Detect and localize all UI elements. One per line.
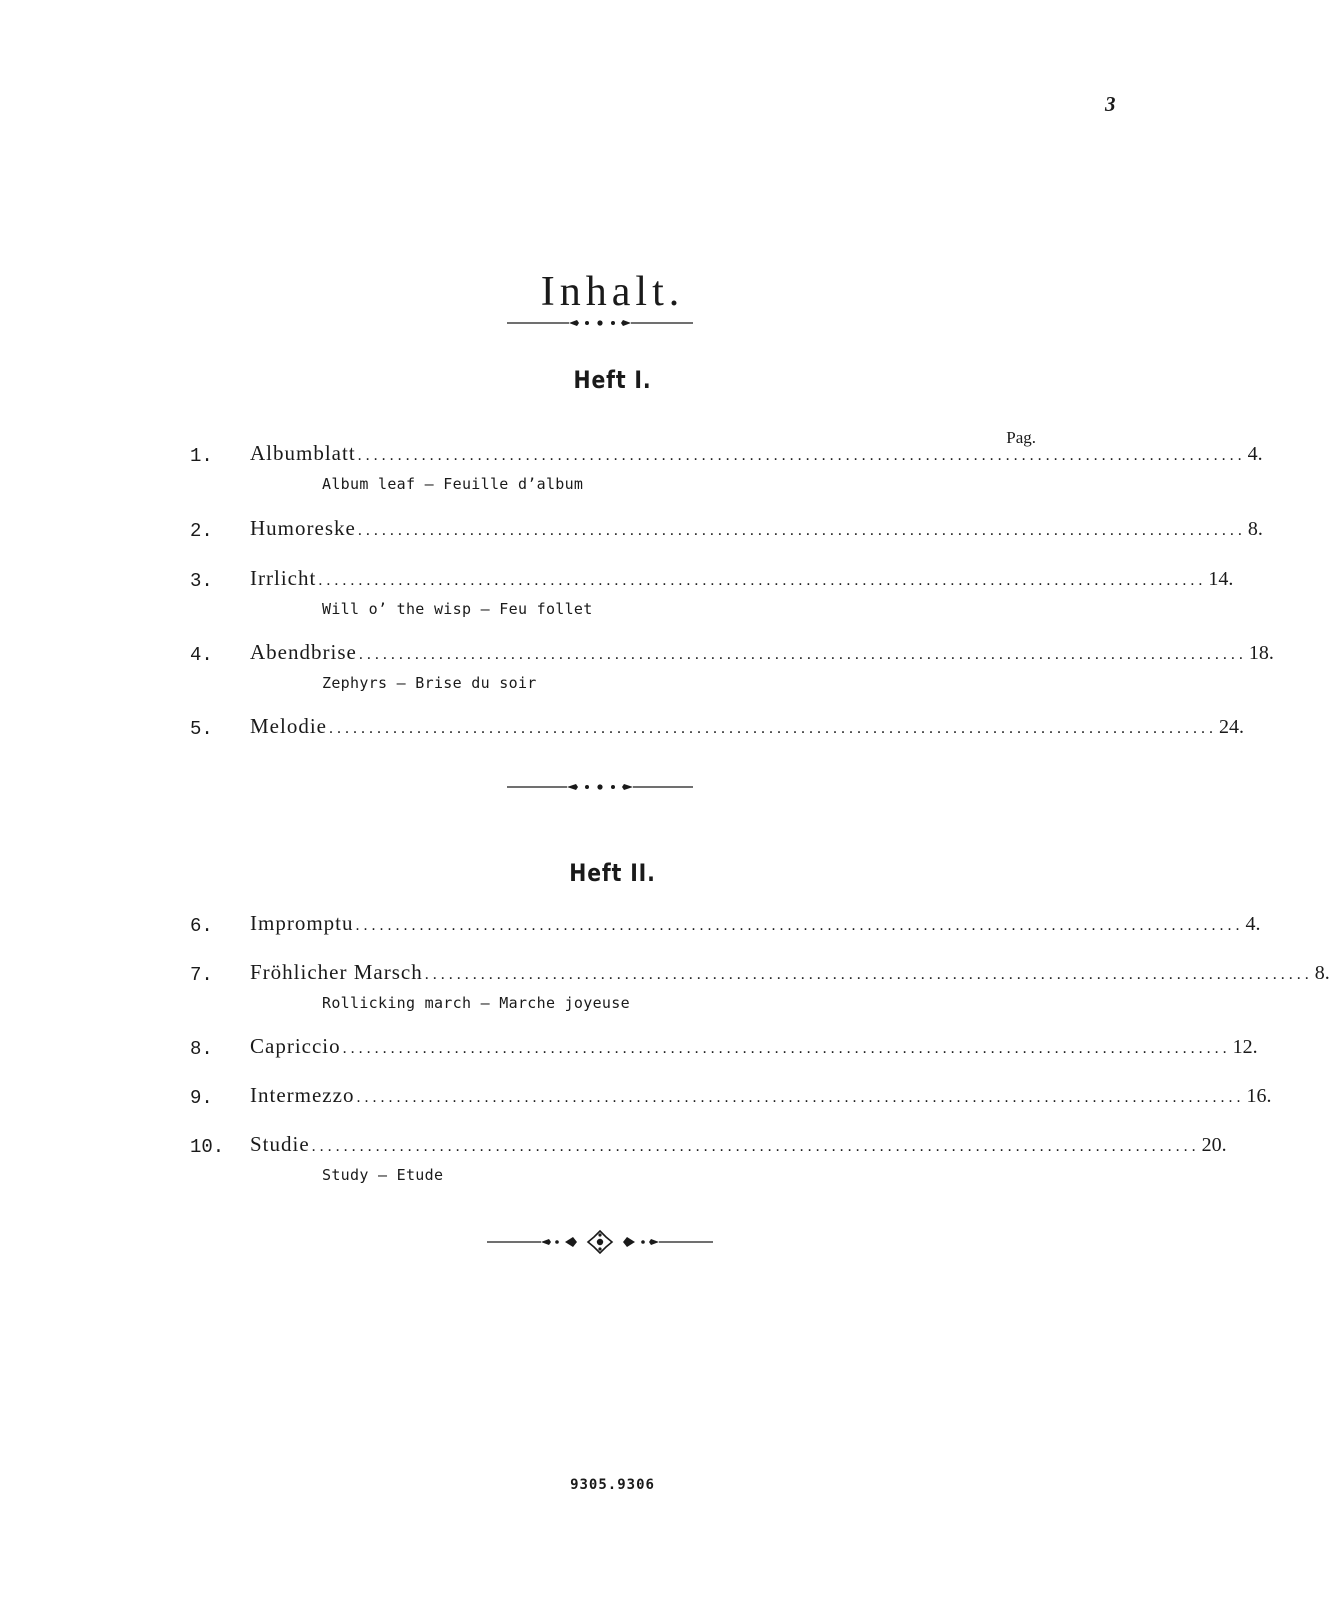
- toc-entry[interactable]: [0, 1132, 1227, 1184]
- entry-number: 5.: [190, 718, 213, 740]
- toc-entry[interactable]: [0, 441, 1263, 493]
- heft-2-heading: Heft II.: [569, 859, 656, 887]
- page-number: 3: [1105, 92, 1116, 116]
- entry-title: Irrlicht: [250, 566, 317, 590]
- closing-fleuron-ornament: [0, 1228, 1200, 1256]
- pag-column-label: Pag.: [1006, 428, 1036, 447]
- entry-number: 9.: [190, 1087, 213, 1109]
- entry-page: 12.: [1232, 1036, 1258, 1058]
- toc-entry[interactable]: [0, 911, 1261, 941]
- entry-title: Impromptu: [250, 911, 354, 935]
- plate-number: 9305.9306: [570, 1477, 655, 1493]
- dot-leader: ...............................................................................................................: [356, 1089, 1245, 1106]
- entry-number: 8.: [190, 1038, 213, 1060]
- entry-title: Albumblatt: [250, 441, 356, 465]
- entry-page: 8.: [1314, 962, 1330, 984]
- entry-subtitle: Zephyrs — Brise du soir: [322, 674, 537, 692]
- dot-leader: ...............................................................................................................: [311, 1138, 1200, 1155]
- entry-page: 16.: [1246, 1085, 1272, 1107]
- toc-entry[interactable]: [0, 1034, 1258, 1064]
- entry-title: Abendbrise: [250, 640, 357, 664]
- entry-subtitle: Will o’ the wisp — Feu follet: [322, 600, 593, 618]
- entry-page: 14.: [1208, 568, 1234, 590]
- title-divider-ornament: [0, 316, 1200, 330]
- entry-title: Intermezzo: [250, 1083, 355, 1107]
- toc-entry[interactable]: [0, 1083, 1272, 1113]
- entry-number: 6.: [190, 915, 213, 937]
- entry-title: Melodie: [250, 714, 327, 738]
- toc-entry[interactable]: [0, 640, 1274, 692]
- toc-entry[interactable]: [0, 714, 1244, 744]
- toc-entry[interactable]: [0, 960, 1330, 1012]
- dot-leader: ...............................................................................................................: [357, 522, 1246, 539]
- entry-subtitle: Study — Etude: [322, 1166, 444, 1184]
- entry-title: Capriccio: [250, 1034, 341, 1058]
- entry-page: 4.: [1247, 443, 1263, 465]
- page-title: Inhalt.: [540, 269, 685, 315]
- entry-page: 4.: [1245, 913, 1261, 935]
- dot-leader: ...............................................................................................................: [355, 917, 1244, 934]
- entry-page: 20.: [1201, 1134, 1227, 1156]
- dot-leader: ...............................................................................................................: [424, 966, 1313, 983]
- entry-page: 8.: [1247, 518, 1263, 540]
- entry-subtitle: Album leaf — Feuille d’album: [322, 475, 584, 493]
- entry-number: 2.: [190, 520, 213, 542]
- entry-page: 24.: [1218, 716, 1244, 738]
- entry-number: 7.: [190, 964, 213, 986]
- dot-leader: ...............................................................................................................: [342, 1040, 1231, 1057]
- entry-number: 10.: [190, 1136, 225, 1158]
- entry-number: 4.: [190, 644, 213, 666]
- entry-subtitle: Rollicking march — Marche joyeuse: [322, 994, 630, 1012]
- dot-leader: ...............................................................................................................: [358, 646, 1247, 663]
- entry-title: Fröhlicher Marsch: [250, 960, 423, 984]
- section-divider-ornament: [0, 780, 1200, 794]
- dot-leader: ...............................................................................................................: [357, 447, 1246, 464]
- toc-entry[interactable]: [0, 516, 1263, 546]
- entry-number: 3.: [190, 570, 213, 592]
- heft-1-heading: Heft I.: [573, 366, 652, 394]
- entry-number: 1.: [190, 445, 213, 467]
- toc-entry[interactable]: [0, 566, 1234, 618]
- entry-page: 18.: [1248, 642, 1274, 664]
- dot-leader: ...............................................................................................................: [318, 572, 1207, 589]
- entry-title: Studie: [250, 1132, 310, 1156]
- dot-leader: ...............................................................................................................: [328, 720, 1217, 737]
- entry-title: Humoreske: [250, 516, 356, 540]
